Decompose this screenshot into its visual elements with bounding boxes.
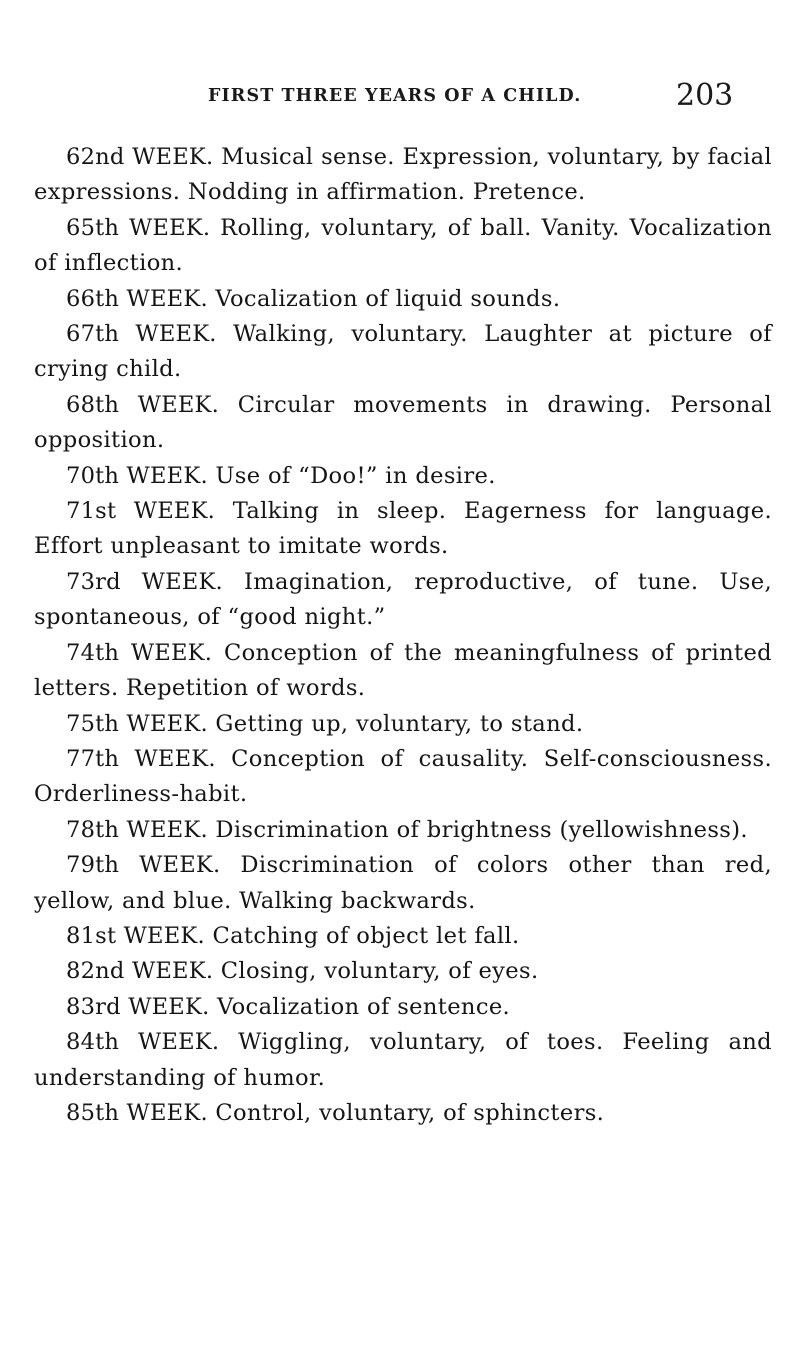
entry-week-label: 74th WEEK. <box>66 639 213 666</box>
page-number: 203 <box>676 78 734 113</box>
entries-list <box>34 140 772 1131</box>
entry-text: Conception of causality. Self-consciousness. Orderliness-habit. <box>34 745 772 808</box>
entry-79th-week <box>34 848 772 919</box>
entry-82nd-week <box>34 954 772 989</box>
entry-week-label: 70th WEEK. <box>66 462 208 489</box>
entry-83rd-week <box>34 990 772 1025</box>
entry-66th-week <box>34 282 772 317</box>
entry-81st-week <box>34 919 772 954</box>
entry-text: Discrimination of colors other than red, yellow, and blue. Walking backwards. <box>34 852 772 914</box>
entry-week-label: 71st WEEK. <box>66 498 216 525</box>
entry-84th-week <box>34 1025 772 1096</box>
running-title: FIRST THREE YEARS OF A CHILD. <box>208 86 582 106</box>
entry-week-label: 75th WEEK. <box>66 710 208 737</box>
entry-text: Walking, voluntary. Laughter at picture of crying child. <box>34 321 772 383</box>
entry-text: Wiggling, voluntary, of toes. Feeling and understanding of humor. <box>34 1029 772 1091</box>
entry-70th-week <box>34 459 772 494</box>
entry-text: Use of “Doo!” in desire. <box>215 462 496 489</box>
entry-week-label: 73rd WEEK. <box>66 568 223 595</box>
entry-week-label: 78th WEEK. <box>66 816 208 843</box>
page-header <box>0 78 800 118</box>
entry-68th-week <box>34 388 772 459</box>
entry-75th-week <box>34 707 772 742</box>
entry-text: Imagination, reproductive, of tune. Use, spontaneous, of “good night.” <box>34 568 772 631</box>
entry-text: Talking in sleep. Eagerness for language. Effort unpleasant to imitate words. <box>34 498 772 560</box>
entry-text: Vocalization of sentence. <box>217 993 511 1020</box>
entry-text: Rolling, voluntary, of ball. Vanity. Vocalization of inflection. <box>34 214 772 277</box>
entry-text: Conception of the meaningfulness of printed letters. Repetition of words. <box>34 639 772 702</box>
entry-week-label: 83rd WEEK. <box>66 993 210 1020</box>
entry-week-label: 62nd WEEK. <box>66 144 214 170</box>
entry-week-label: 67th WEEK. <box>66 321 217 348</box>
entry-74th-week <box>34 636 772 707</box>
entry-71st-week <box>34 494 772 565</box>
entry-week-label: 66th WEEK. <box>66 285 208 312</box>
entry-77th-week <box>34 742 772 813</box>
entry-text: Vocalization of liquid sounds. <box>215 285 561 312</box>
entry-text: Discrimination of brightness (yellowishness). <box>215 816 748 843</box>
entry-text: Getting up, voluntary, to stand. <box>215 710 584 737</box>
entry-67th-week <box>34 317 772 388</box>
entry-85th-week <box>34 1096 772 1131</box>
entry-text: Circular movements in drawing. Personal opposition. <box>34 391 772 454</box>
entry-week-label: 81st WEEK. <box>66 922 205 949</box>
entry-week-label: 79th WEEK. <box>66 852 221 879</box>
entry-text: Catching of object let fall. <box>212 922 520 949</box>
entry-text: Musical sense. Expression, voluntary, by facial expressions. Nodding in affirmation. Pretence. <box>34 144 772 206</box>
entry-week-label: 68th WEEK. <box>66 391 219 418</box>
entry-week-label: 65th WEEK. <box>66 214 211 241</box>
entry-65th-week <box>34 211 772 282</box>
entry-week-label: 82nd WEEK. <box>66 958 214 985</box>
entry-62nd-week <box>34 140 772 211</box>
entry-78th-week <box>34 813 772 848</box>
entry-week-label: 85th WEEK. <box>66 1099 208 1126</box>
entry-week-label: 77th WEEK. <box>66 745 216 772</box>
entry-text: Closing, voluntary, of eyes. <box>220 958 539 985</box>
entry-text: Control, voluntary, of sphincters. <box>215 1099 605 1126</box>
entry-73rd-week <box>34 565 772 636</box>
entry-week-label: 84th WEEK. <box>66 1029 220 1056</box>
